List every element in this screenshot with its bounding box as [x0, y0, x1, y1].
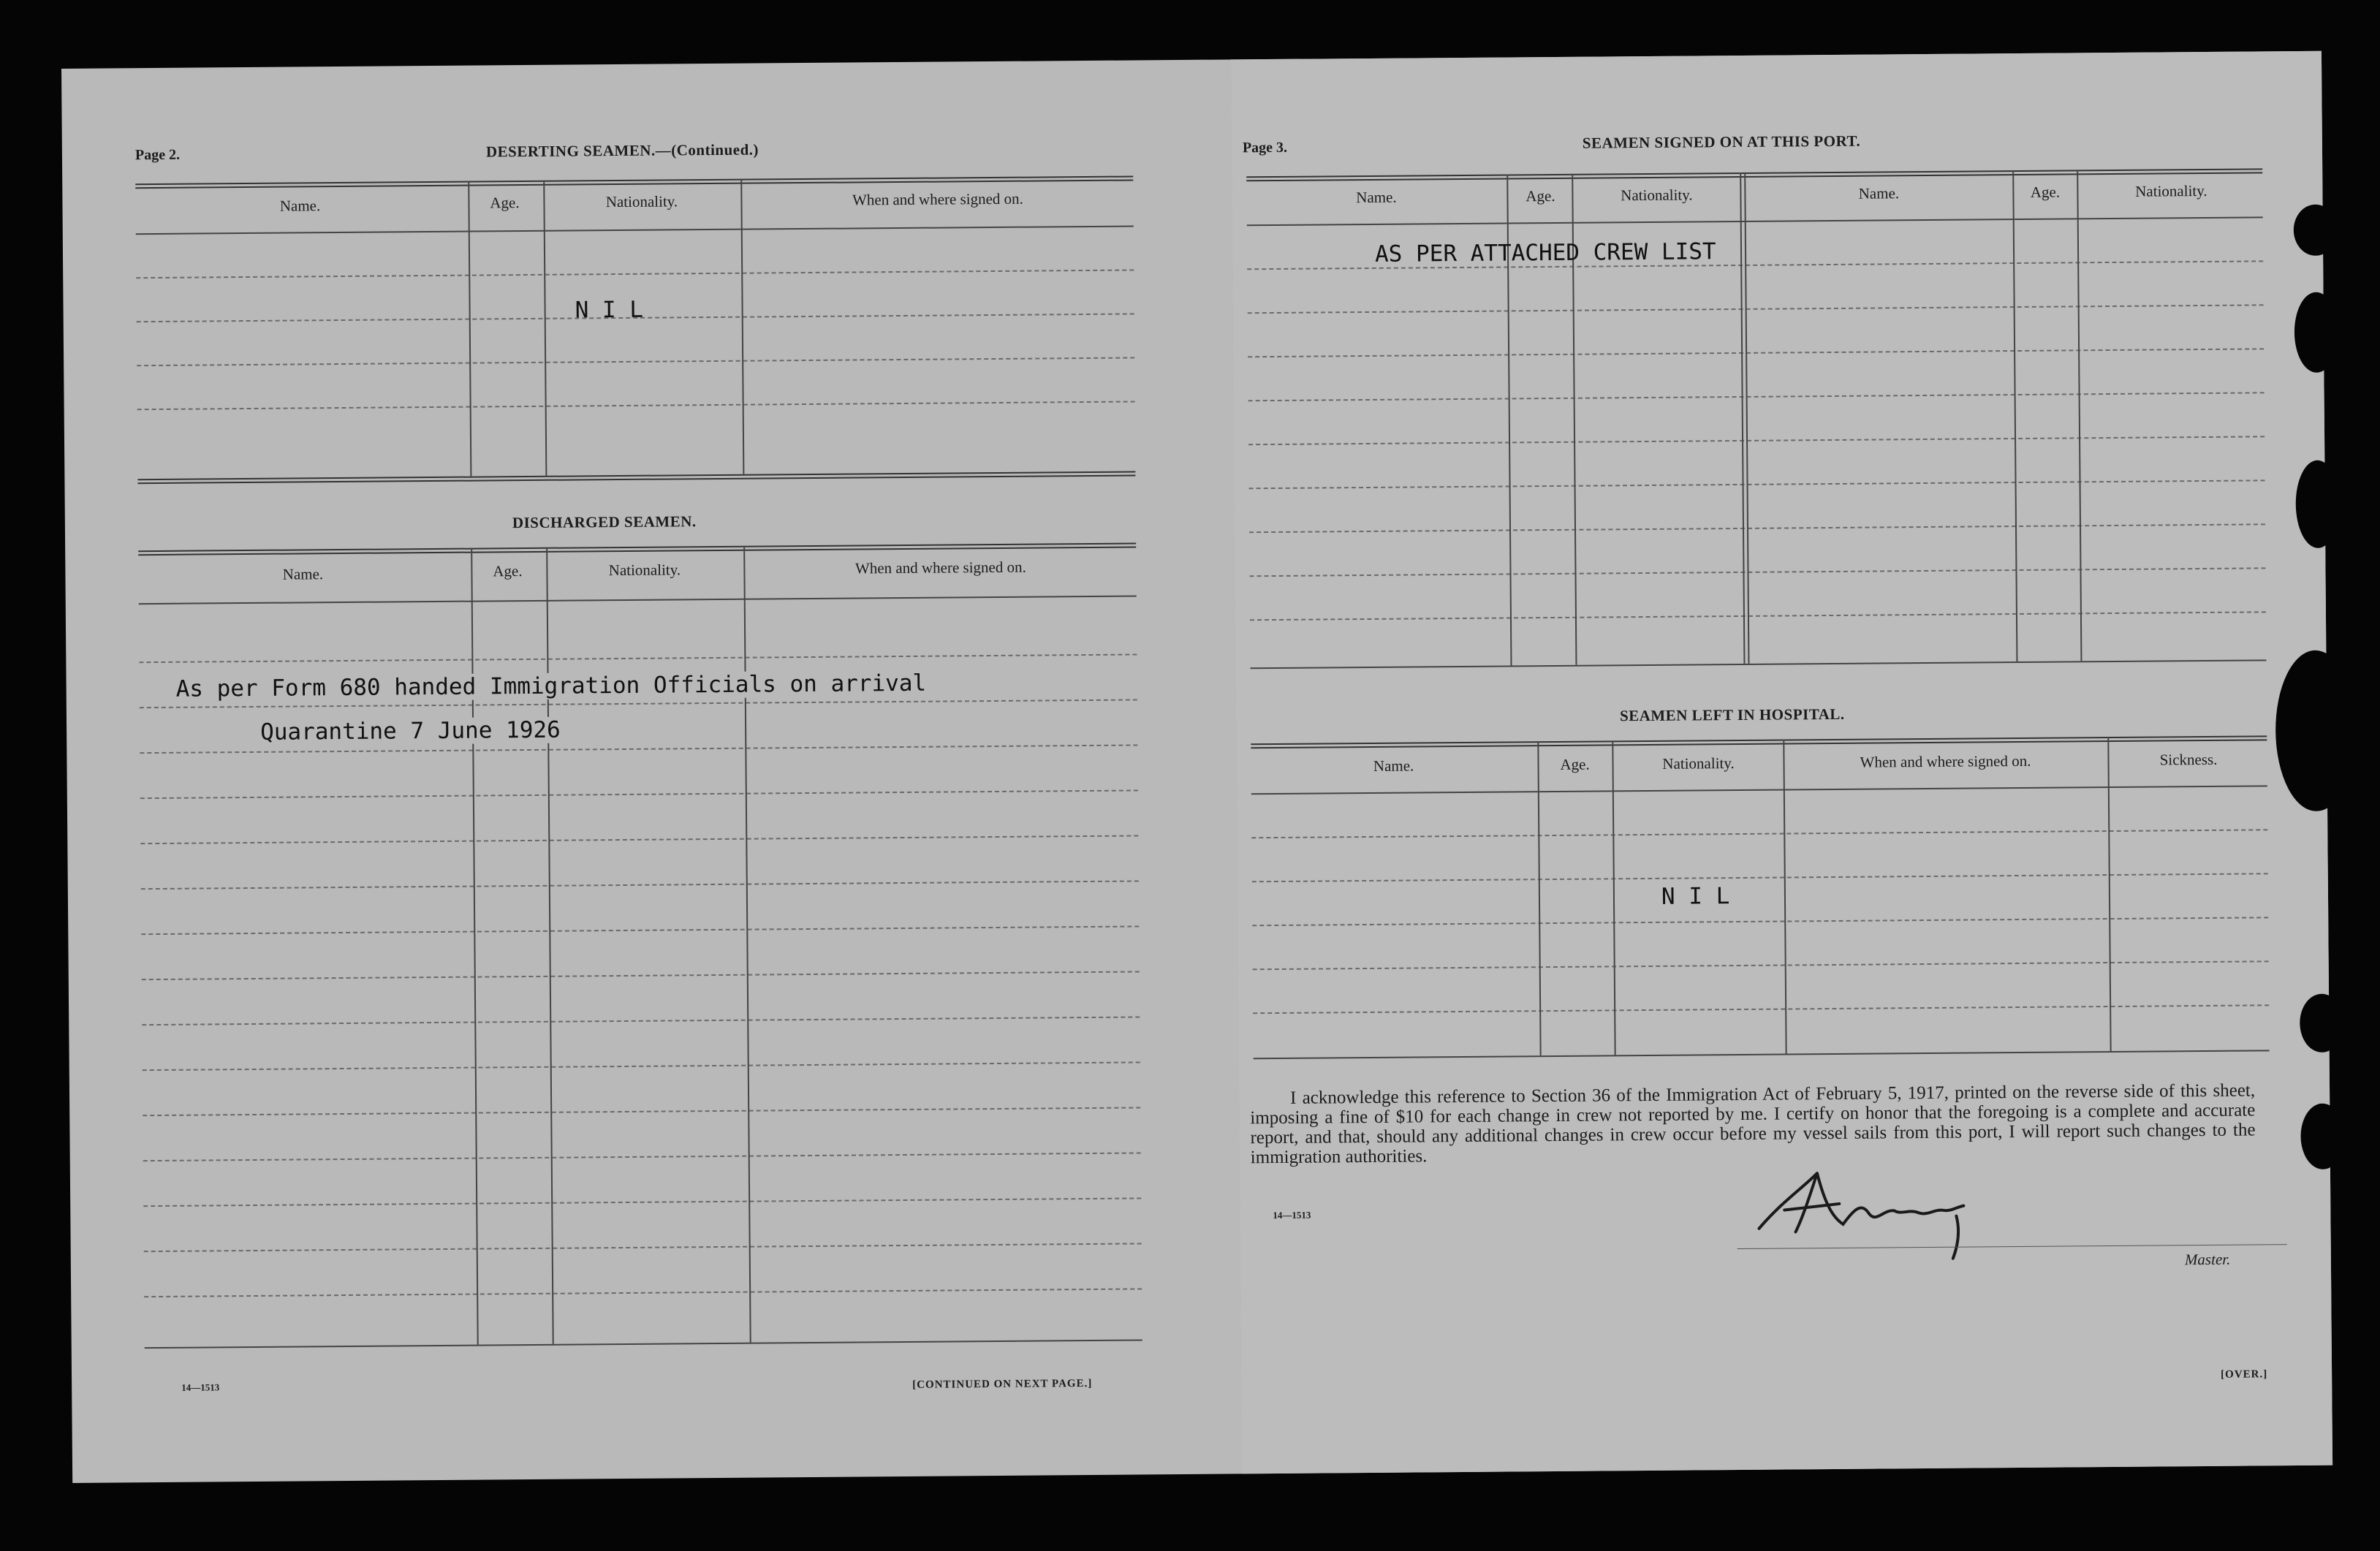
- discharged-seamen-title: DISCHARGED SEAMEN.: [512, 512, 697, 532]
- signed-on-entry: AS PER ATTACHED CREW LIST: [1374, 238, 1716, 268]
- continued-note: [CONTINUED ON NEXT PAGE.]: [912, 1377, 1093, 1391]
- column-header-nationality: Nationality.: [1621, 186, 1693, 205]
- column-header-nationality-2: Nationality.: [2135, 181, 2207, 200]
- column-header-age: Age.: [1526, 186, 1555, 205]
- signed-on-title: SEAMEN SIGNED ON AT THIS PORT.: [1582, 132, 1861, 152]
- column-header-name: Name.: [1356, 188, 1397, 207]
- acknowledgement-text: I acknowledge this reference to Section 36 of the Immigration Act of February 5, 1917, printed on the reverse side of this sheet, imposing a fine of $10 for each change in crew not reported by me. I certify on honor that the foregoing is a complete and accurate report, and that, should any additional changes in crew occur before my vessel sails from this port, I will report such changes to the immigration authorities.: [1250, 1080, 2256, 1168]
- column-header-sickness: Sickness.: [2159, 750, 2218, 769]
- deserting-seamen-table: [135, 175, 1135, 485]
- discharged-entry-line-1: As per Form 680 handed Immigration Officials on arrival: [175, 670, 927, 702]
- signed-on-table: [1246, 168, 2266, 680]
- torn-edge: [2295, 460, 2340, 548]
- column-header-name: Name.: [282, 565, 324, 583]
- column-header-signed-on: When and where signed on.: [1860, 751, 2031, 771]
- torn-edge: [2275, 650, 2357, 811]
- master-label: Master.: [2184, 1250, 2231, 1269]
- hospital-nil-entry: N I L: [1661, 883, 1730, 910]
- hospital-table: [1251, 735, 2269, 1065]
- column-header-name: Name.: [1373, 756, 1414, 775]
- page-label: Page 3.: [1242, 139, 1288, 156]
- column-header-age-2: Age.: [2030, 183, 2061, 201]
- deserting-seamen-title: DESERTING SEAMEN.—(Continued.): [485, 140, 759, 161]
- over-note: [OVER.]: [2221, 1368, 2268, 1381]
- column-header-signed-on: When and where signed on.: [854, 558, 1026, 577]
- column-header-name-2: Name.: [1858, 184, 1900, 202]
- discharged-seamen-table: [138, 542, 1142, 1376]
- column-header-nationality: Nationality.: [608, 561, 681, 580]
- torn-edge: [2294, 292, 2338, 373]
- column-header-name: Name.: [279, 197, 321, 215]
- torn-edge: [2294, 205, 2338, 256]
- form-number: 14—1513: [1273, 1209, 1311, 1221]
- column-header-signed-on: When and where signed on.: [852, 189, 1023, 209]
- column-header-age: Age.: [493, 562, 523, 580]
- discharged-entry-line-2: Quarantine 7 June 1926: [259, 716, 561, 746]
- hospital-title: SEAMEN LEFT IN HOSPITAL.: [1619, 705, 1845, 725]
- page-2: [61, 59, 1242, 1483]
- page-label: Page 2.: [134, 146, 181, 164]
- master-signature: [1751, 1157, 2001, 1269]
- torn-edge: [2300, 994, 2344, 1053]
- column-header-age: Age.: [1560, 755, 1590, 773]
- column-header-age: Age.: [490, 194, 520, 212]
- form-number: 14—1513: [181, 1381, 220, 1393]
- page-3: [1231, 51, 2332, 1474]
- torn-edge: [2300, 1104, 2345, 1169]
- column-header-nationality: Nationality.: [1662, 754, 1735, 773]
- deserting-nil-entry: N I L: [575, 296, 644, 324]
- column-header-nationality: Nationality.: [605, 192, 678, 211]
- document-sheet: [61, 51, 2332, 1483]
